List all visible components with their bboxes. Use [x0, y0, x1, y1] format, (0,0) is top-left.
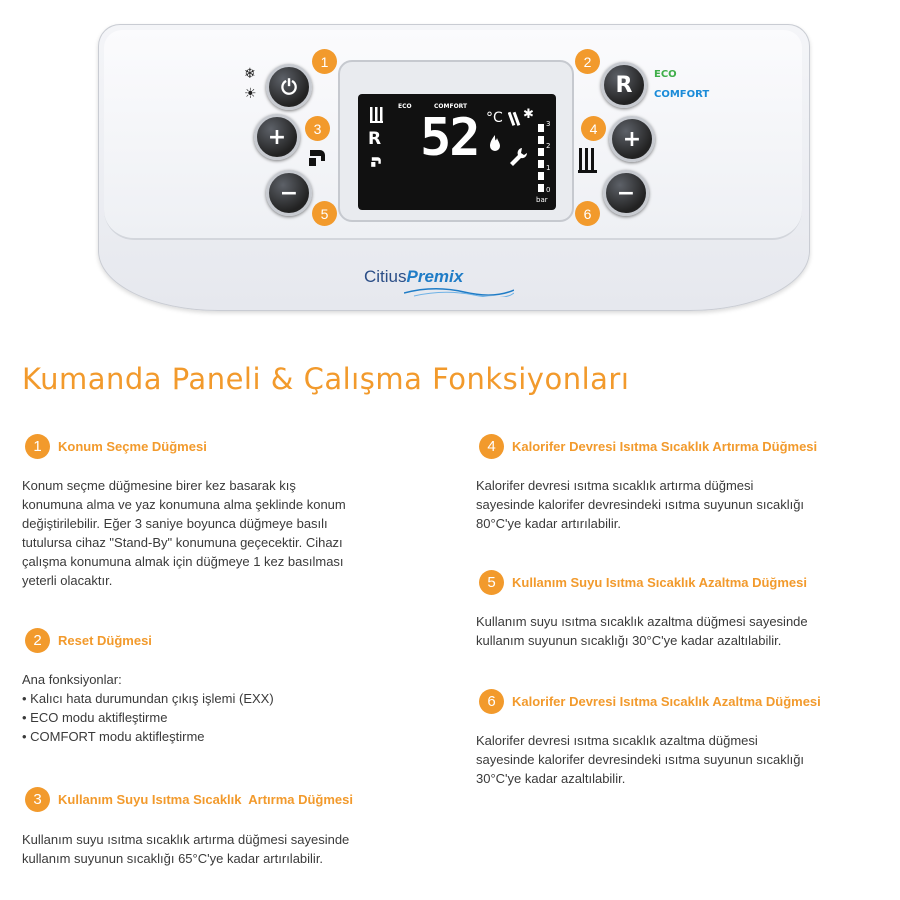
- lcd-reset-indicator: R: [368, 129, 382, 149]
- item-4-heading: Kalorifer Devresi Isıtma Sıcaklık Artırma Düğmesi: [512, 439, 818, 454]
- text-line: değiştirilebilir. Eğer 3 saniye boyunca düğmeye basılı: [22, 516, 328, 531]
- text-line: Kalorifer devresi ısıtma sıcaklık azaltma düğmesi: [476, 733, 758, 748]
- page-title: Kumanda Paneli & Çalışma Fonksiyonları: [22, 362, 630, 396]
- dhw-minus-button[interactable]: −: [266, 170, 312, 216]
- text-line: sayesinde kalorifer devresindeki ısıtma suyunun sıcaklığı: [476, 752, 805, 767]
- lcd-radiator-icon: [370, 106, 384, 124]
- brand-part2: Premix: [406, 267, 464, 286]
- brand-wave-icon: [404, 287, 514, 297]
- lcd-unit: °C: [486, 110, 503, 126]
- hot-water-tap-icon: [306, 148, 328, 168]
- text-line: Kullanım suyu ısıtma sıcaklık azaltma düğmesi sayesinde: [476, 614, 808, 629]
- item-3-heading: Kullanım Suyu Isıtma Sıcaklık Artırma Düğmesi: [58, 792, 354, 807]
- heating-active-icon: [508, 106, 534, 128]
- item-3-number: 3: [25, 787, 50, 812]
- power-button[interactable]: ⏻: [266, 64, 312, 110]
- wrench-icon: [508, 146, 528, 168]
- svg-text:1: 1: [546, 164, 551, 172]
- list-item: • ECO modu aktifleştirme: [22, 708, 442, 727]
- item-2-number: 2: [25, 628, 50, 653]
- item-5-heading: Kullanım Suyu Isıtma Sıcaklık Azaltma Düğmesi: [512, 575, 808, 590]
- badge-4: 4: [581, 116, 606, 141]
- dhw-plus-button[interactable]: +: [254, 114, 300, 160]
- badge-1: 1: [312, 49, 337, 74]
- item-2-body: [22, 670, 442, 746]
- text-line: yeterli olacaktır.: [22, 573, 113, 588]
- badge-6: 6: [575, 201, 600, 226]
- brand-part1: Citius: [364, 267, 407, 286]
- pressure-unit: bar: [536, 196, 548, 204]
- brand-logo: [364, 267, 514, 287]
- item-6-title: [479, 689, 821, 714]
- item-2-title: [25, 628, 152, 653]
- lcd-temperature: 52: [420, 108, 479, 168]
- heating-minus-button[interactable]: −: [603, 170, 649, 216]
- lcd-eco-text: ECO: [398, 103, 412, 110]
- list-item: • Kalıcı hata durumundan çıkış işlemi (EXX): [22, 689, 442, 708]
- list-item: • COMFORT modu aktifleştirme: [22, 727, 442, 746]
- item-4-title: [479, 434, 817, 459]
- lcd-tap-icon: [369, 156, 383, 168]
- text-line: konumuna alma ve yaz konumuna alma şeklinde konum: [22, 497, 346, 512]
- svg-text:✱: ✱: [523, 107, 534, 122]
- function-list: [22, 689, 442, 746]
- item-2-heading: Reset Düğmesi: [58, 633, 152, 648]
- badge-5: 5: [312, 201, 337, 226]
- text-line: Kullanım suyu ısıtma sıcaklık artırma düğmesi sayesinde: [22, 832, 350, 847]
- text-line: 30°C'ye kadar azaltılabilir.: [476, 771, 626, 786]
- svg-text:3: 3: [546, 120, 551, 128]
- item-3-body: [22, 830, 442, 868]
- sun-icon: ☀: [244, 86, 257, 102]
- item-4-body: [476, 476, 891, 533]
- text-line: çalışma konumuna almak için düğmeye 1 kez basılması: [22, 554, 344, 569]
- lcd-display: [358, 94, 556, 210]
- item-6-body: [476, 731, 891, 788]
- snowflake-icon: ❄: [244, 66, 256, 82]
- boiler-control-panel: [98, 24, 808, 309]
- eco-label: ECO: [654, 69, 677, 80]
- comfort-label: COMFORT: [654, 89, 710, 100]
- item-1-title: [25, 434, 207, 459]
- item-1-number: 1: [25, 434, 50, 459]
- text-line: Ana fonksiyonlar:: [22, 672, 122, 687]
- item-6-number: 6: [479, 689, 504, 714]
- radiator-icon: [578, 146, 598, 174]
- reset-button[interactable]: R: [601, 62, 647, 108]
- pressure-bar-indicator: [538, 118, 552, 196]
- text-line: sayesinde kalorifer devresindeki ısıtma suyunun sıcaklığı: [476, 497, 805, 512]
- flame-icon: [488, 134, 502, 152]
- text-line: tutulursa cihaz "Stand-By" konumuna geçecektir. Cihazı: [22, 535, 343, 550]
- text-line: kullanım suyunun sıcaklığı 65°C'ye kadar artırılabilir.: [22, 851, 324, 866]
- item-4-number: 4: [479, 434, 504, 459]
- badge-3: 3: [305, 116, 330, 141]
- svg-text:2: 2: [546, 142, 551, 150]
- item-6-heading: Kalorifer Devresi Isıtma Sıcaklık Azaltma Düğmesi: [512, 694, 821, 709]
- item-5-body: [476, 612, 891, 650]
- text-line: 80°C'ye kadar artırılabilir.: [476, 516, 621, 531]
- text-line: kullanım suyunun sıcaklığı 30°C'ye kadar azaltılabilir.: [476, 633, 782, 648]
- text-line: Konum seçme düğmesine birer kez basarak kış: [22, 478, 296, 493]
- item-1-body: [22, 476, 442, 590]
- item-1-heading: Konum Seçme Düğmesi: [58, 439, 207, 454]
- item-5-number: 5: [479, 570, 504, 595]
- svg-text:0: 0: [546, 186, 551, 194]
- text-line: Kalorifer devresi ısıtma sıcaklık artırma düğmesi: [476, 478, 754, 493]
- lcd-comfort-text: COMFORT: [434, 103, 468, 110]
- item-3-title: [25, 787, 353, 812]
- item-5-title: [479, 570, 807, 595]
- badge-2: 2: [575, 49, 600, 74]
- heating-plus-button[interactable]: +: [609, 116, 655, 162]
